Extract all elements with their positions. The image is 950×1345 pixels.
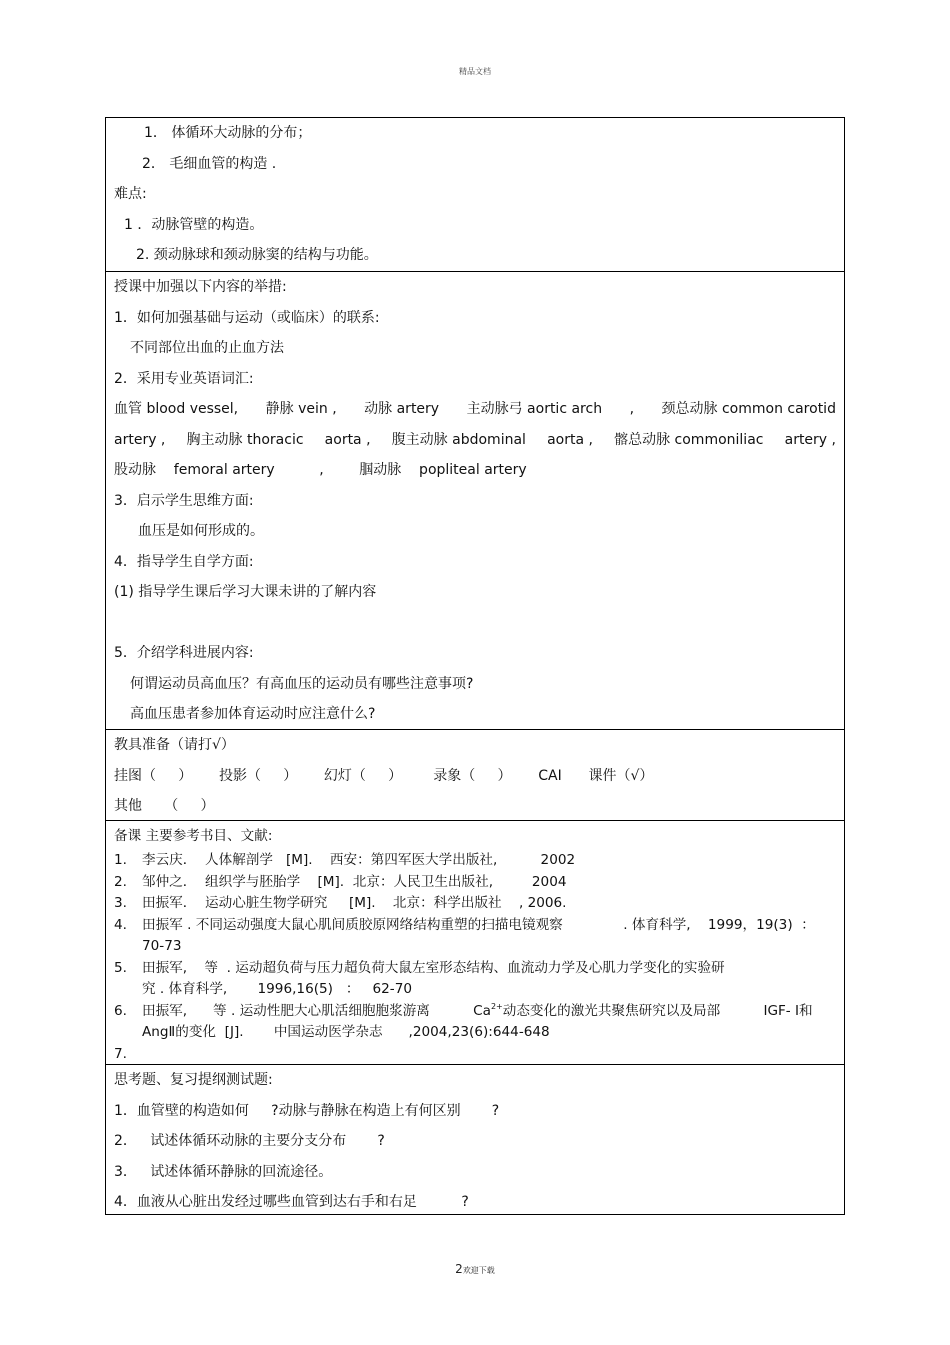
reference-item-6: 6. 田振军, 等 . 运动性肥大心肌活细胞胞浆游离 $Ca^{2+}$动态变化的激光共聚焦研究以及局部 IGF- Ⅰ和 <box>114 1001 813 1019</box>
aids-options: 挂图（ ） 投影（ ） 幻灯（ ） 录象（ ） CAI 课件（√） <box>114 767 654 784</box>
measure-3-content: 血压是如何形成的。 <box>138 523 264 539</box>
vocab-item: aorta , <box>547 431 593 448</box>
reference-item: 2. 邹仲之． 组织学与胚胎学 [M]. 北京：人民卫生出版社, 2004 <box>114 873 567 890</box>
references-heading: 备课 主要参考书目、文献: <box>114 828 273 844</box>
reference-item: 4. 田振军 . 不同运动强度大鼠心肌间质胶原网络结构重塑的扫描电镜观察 . 体育科学, 1999，19(3) ： <box>114 916 815 933</box>
measure-5-item-2: 高血压患者参加体育运动时应注意什么? <box>130 706 376 722</box>
vocab-line-1 <box>114 394 836 425</box>
lesson-plan-table <box>105 117 845 1215</box>
aids-other: 其他 （ ） <box>114 798 215 814</box>
measure-4-heading: 4．指导学生自学方面: <box>114 553 254 570</box>
vocab-line-2 <box>114 425 836 456</box>
vocab-item: 髂总动脉 commoniliac <box>614 431 764 448</box>
difficulty-1: 1 ．动脉管壁的构造。 <box>124 216 264 233</box>
key-points-cell <box>106 118 844 271</box>
questions-heading: 思考题、复习提纲测试题: <box>114 1072 273 1088</box>
question-2: 2． 试述体循环动脉的主要分支分布 ? <box>114 1133 385 1149</box>
footer-text: 欢迎下载 <box>462 1266 495 1275</box>
question-3: 3． 试述体循环静脉的回流途径。 <box>114 1163 333 1180</box>
aids-heading: 教具准备（请打√） <box>114 737 235 753</box>
question-1: 1．血管壁的构造如何 ?动脉与静脉在构造上有何区别 ? <box>114 1102 500 1119</box>
reference-item-7: 7. <box>114 1045 127 1062</box>
measure-1-content: 不同部位出血的止血方法 <box>130 340 284 356</box>
vocab-item: 静脉 vein , <box>265 401 337 417</box>
reference-item: 5. 田振军, 等 . 运动超负荷与压力超负荷大鼠左室形态结构、血流动力学及心肌力学变化的实验研 <box>114 959 725 976</box>
teaching-measures-cell <box>106 271 844 729</box>
teaching-aids-cell <box>106 729 844 820</box>
vocab-item: 主动脉弓 aortic arch <box>466 401 603 417</box>
difficulty-2: 2. 颈动脉球和颈动脉窦的结构与功能。 <box>136 247 378 263</box>
review-questions-cell <box>106 1064 844 1214</box>
vocab-item: artery , <box>114 431 166 448</box>
vocab-item: artery , <box>784 431 836 448</box>
page-footer <box>0 1262 950 1276</box>
vocab-item: 血管 blood vessel, <box>114 401 239 417</box>
key-point-2: 2． 毛细血管的构造 . <box>142 155 277 172</box>
key-point-1: 1． 体循环大动脉的分布； <box>144 125 312 141</box>
measure-3-heading: 3．启示学生思维方面: <box>114 492 254 509</box>
measure-1-heading: 1．如何加强基础与运动（或临床）的联系: <box>114 309 380 326</box>
blank-line <box>114 608 836 639</box>
measure-2-heading: 2．采用专业英语词汇: <box>114 370 254 387</box>
measure-5-heading: 5．介绍学科进展内容: <box>114 645 254 661</box>
reference-6-part-1: 田振军, 等 . 运动性肥大心肌活细胞胞浆游离 Ca <box>142 1002 491 1019</box>
calcium-superscript: 2+ <box>490 1001 503 1011</box>
reference-item: 究 . 体育科学, 1996,16(5) ： 62-70 <box>142 981 412 997</box>
page-number: 2 <box>455 1262 463 1276</box>
measures-heading: 授课中加强以下内容的举措: <box>114 279 287 295</box>
measure-4-content: (1) 指导学生课后学习大课未讲的了解内容 <box>114 584 377 600</box>
reference-item: 3. 田振军． 运动心脏生物学研究 [M]. 北京：科学出版社 , 2006. <box>114 895 567 911</box>
reference-6-part-2: 动态变化的激光共聚焦研究以及局部 IGF- Ⅰ和 <box>502 1002 813 1019</box>
difficulty-heading: 难点: <box>114 186 147 202</box>
question-4: 4．血液从心脏出发经过哪些血管到达右手和右足 ? <box>114 1194 469 1210</box>
reference-item: 70-73 <box>142 938 182 954</box>
vocab-item: 胸主动脉 thoracic <box>186 431 304 448</box>
measure-5-item-1: 何谓运动员高血压？有高血压的运动员有哪些注意事项? <box>130 675 474 692</box>
vocab-line-3: 股动脉 femoral artery , 腘动脉 popliteal artery <box>114 462 527 478</box>
vocab-item: 颈总动脉 common carotid <box>661 401 836 417</box>
vocab-item: , <box>629 401 635 417</box>
vocab-item: 腹主动脉 abdominal <box>391 431 526 448</box>
reference-item: 1. 李云庆． 人体解剖学 [M]. 西安：第四军医大学出版社, 2002 <box>114 852 576 868</box>
reference-item-6-cont: AngⅡ的变化 [J]. 中国运动医学杂志 ,2004,23(6):644-648 <box>142 1024 550 1040</box>
references-cell <box>106 820 844 1064</box>
vocab-item: 动脉 artery <box>364 401 440 417</box>
vocab-item: aorta , <box>324 431 371 448</box>
page-header: 精品文档 <box>459 67 491 76</box>
